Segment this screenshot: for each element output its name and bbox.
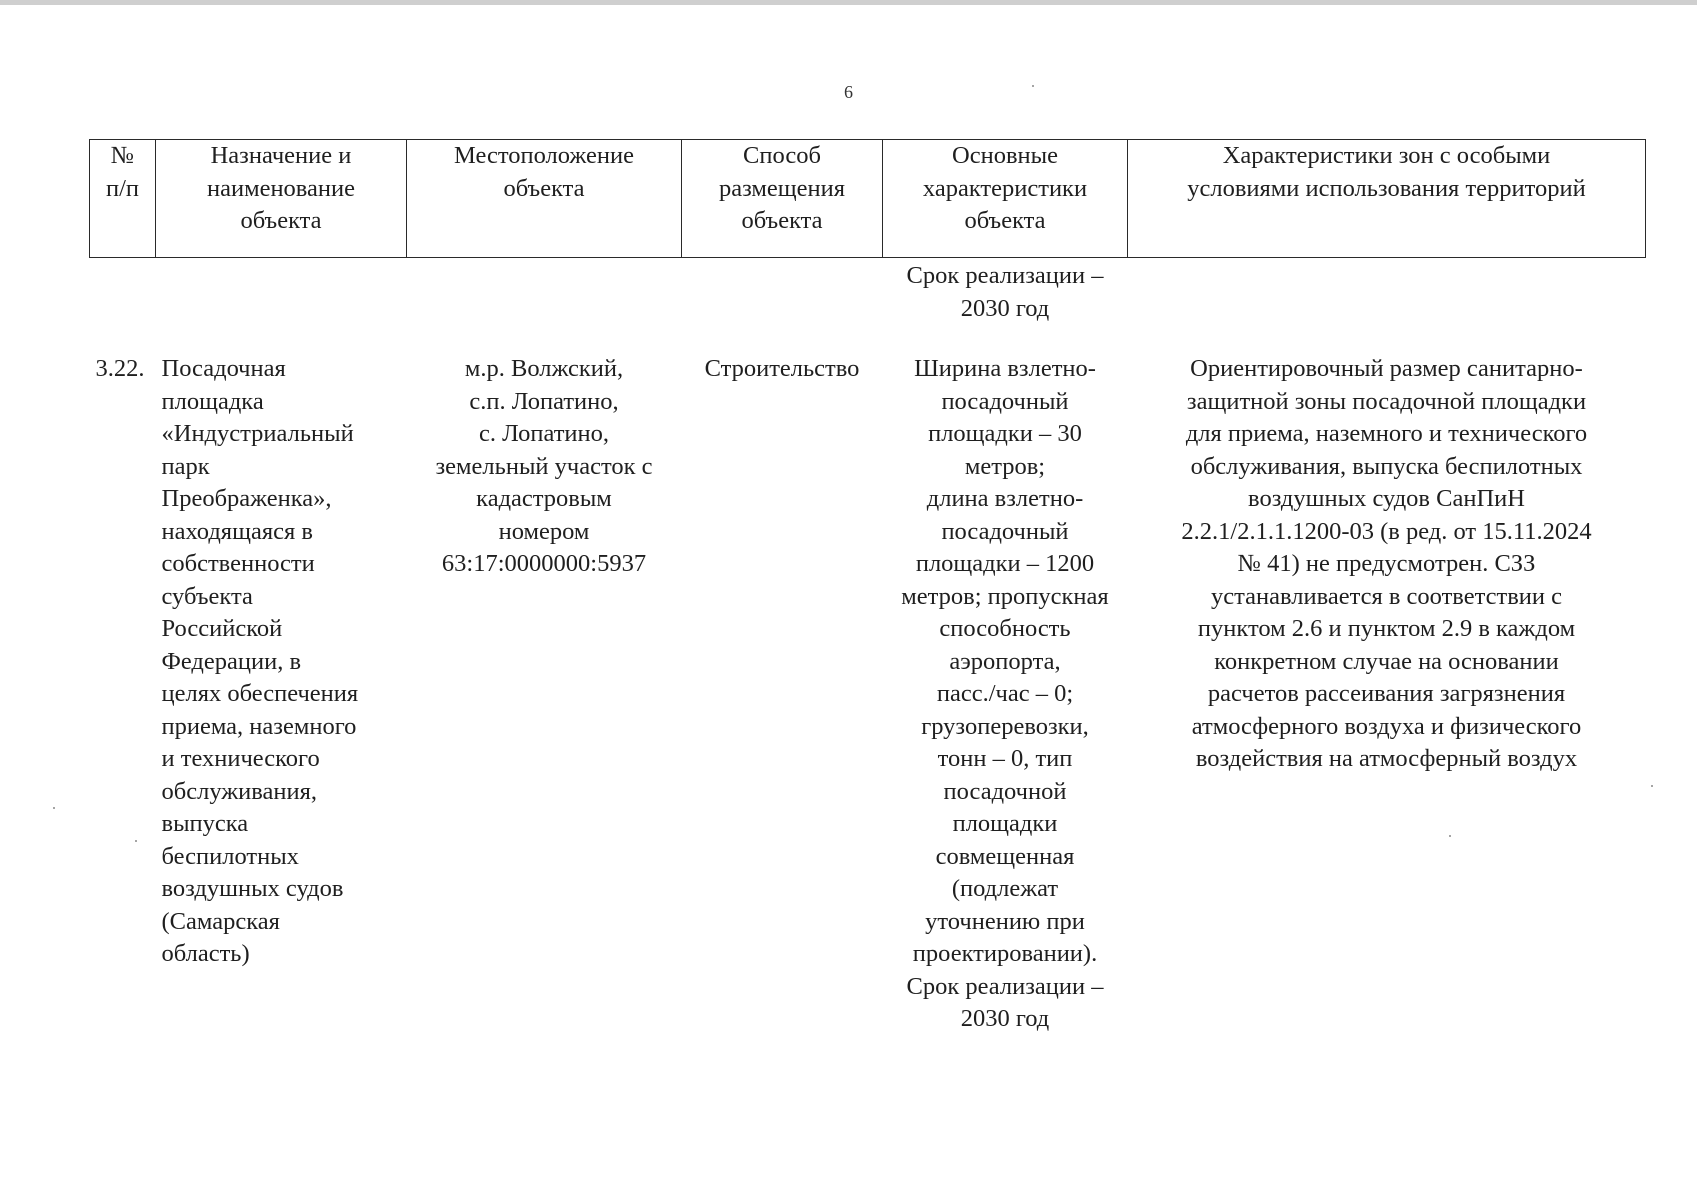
- header-name: Назначение и наименование объекта: [156, 140, 407, 258]
- header-location: Местоположение объекта: [407, 140, 682, 258]
- header-characteristics: Основные характеристики объекта: [883, 140, 1128, 258]
- scan-speck: [53, 807, 55, 809]
- row-number: 3.22.: [95, 355, 145, 382]
- row-characteristics: Ширина взлетно- посадочный площадки – 30 метров; длина взлетно- посадочный площадки – 1200 метров; пропускная способность аэропорта, пасс./час – 0; грузоперевозки, тонн – 0, тип посадочной площадки совмещенная (подлежат уточнению при проектировании). Срок реализации – 2030 год: [901, 355, 1109, 1032]
- row-zones: Ориентировочный размер санитарно- защитной зоны посадочной площадки для приема, наземного и технического обслуживания, выпуска беспилотных воздушных судов СанПиН 2.2.1/2.1.1.1200-03 (в ред. от 15.11.2024 № 41) не предусмотрен. СЗЗ устанавливается в соответствии с пунктом 2.6 и пунктом 2.9 в каждом конкретном случае на основании расчетов рассеивания загрязнения атмосферного воздуха и физического воздействия на атмосферный воздух: [1181, 355, 1592, 772]
- header-method: Способ размещения объекта: [682, 140, 883, 258]
- scan-speck: [1449, 835, 1451, 837]
- objects-table: [89, 139, 1646, 1036]
- row-location: м.р. Волжский, с.п. Лопатино, с. Лопатино, земельный участок с кадастровым номером 63:17:0000000:5937: [435, 355, 653, 577]
- row-name: Посадочная площадка «Индустриальный парк Преображенка», находящаяся в собственности субъекта Российской Федерации, в целях обеспечения приема, наземного и технического обслуживания, выпуска беспилотных воздушных судов (Самарская область): [161, 355, 359, 967]
- table-header-row: [90, 140, 1646, 258]
- row-method: Строительство: [704, 355, 860, 382]
- table-row: [90, 353, 1646, 1036]
- header-zones: Характеристики зон с особыми условиями использования территорий: [1128, 140, 1646, 258]
- scan-speck: [1651, 785, 1653, 787]
- scan-top-edge: [0, 0, 1697, 5]
- continuation-characteristics: Срок реализации – 2030 год: [906, 262, 1104, 322]
- scan-speck: [1032, 85, 1034, 87]
- page-number: 6: [844, 82, 853, 102]
- continuation-row: [90, 258, 1646, 354]
- scan-speck: [135, 840, 137, 842]
- header-number: № п/п: [90, 140, 156, 258]
